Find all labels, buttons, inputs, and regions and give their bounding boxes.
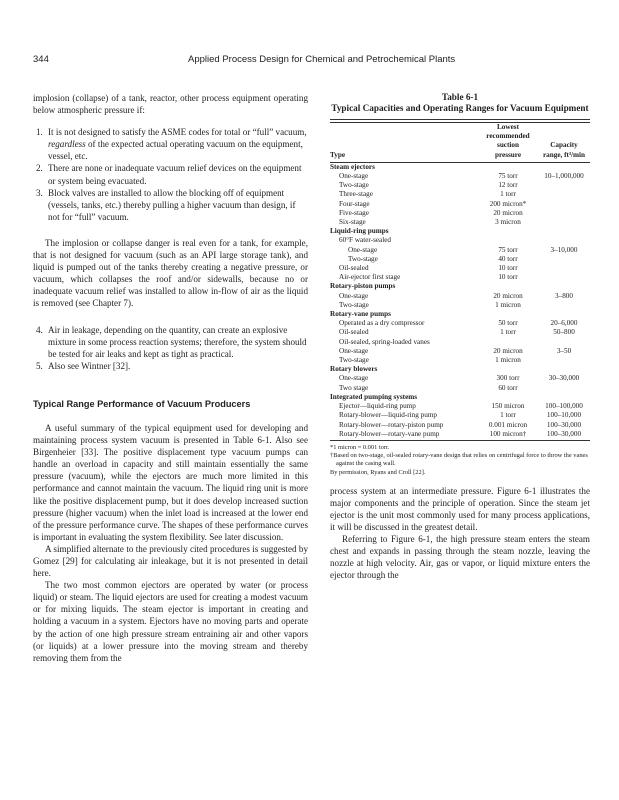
- cell-pressure: [478, 236, 538, 245]
- header-capacity-line-2: range, ft³/min: [542, 150, 586, 159]
- cell-capacity: [538, 301, 590, 310]
- cell-capacity: [538, 282, 590, 291]
- table-row: [330, 301, 590, 310]
- table-row: [330, 172, 590, 181]
- cell-pressure: [478, 227, 538, 236]
- cell-pressure: 10 torr: [498, 273, 518, 282]
- cell-capacity: 100–30,000: [546, 420, 582, 429]
- table-row: [330, 227, 590, 236]
- list-item-text-pre: It is not designed to satisfy the ASME codes for total or “full” vacuum,: [48, 127, 307, 138]
- cell-capacity: 100–10,000: [546, 411, 582, 420]
- cell-type: Two-stage: [339, 356, 369, 365]
- list-number: 5.: [36, 360, 43, 371]
- list-item-4: [36, 324, 308, 360]
- vacuum-equipment-table: [330, 123, 590, 439]
- table-row: [330, 356, 590, 365]
- cell-capacity: 50–800: [553, 328, 575, 337]
- cell-type: Three-stage: [339, 190, 373, 199]
- list-item-text-post: of the expected actual operating vacuum on the equipment, vessel, etc.: [48, 139, 303, 162]
- cell-capacity: [538, 236, 590, 245]
- table-row: [330, 181, 590, 190]
- table-body: [330, 163, 590, 439]
- cell-capacity: [538, 227, 590, 236]
- cell-capacity: 100–100,000: [545, 402, 583, 411]
- cell-type: Rotary-vane pumps: [330, 310, 391, 319]
- list-item-2: [36, 162, 308, 186]
- header-pressure-line-1: Lowest: [497, 123, 519, 131]
- table-row: [330, 209, 590, 218]
- implosion-paragraph: The implosion or collapse danger is real even for a tank, for example, that is not designed for vacuum (such as an API large storage tank), and liquid is pumped out of the tanks thereby creating a negative pressure, or vacuum, which collapses the roof and/or sidewalls, because no or inadequate vacuum relief was installed to allow in-flow of air as the liquid is removed (see Chapter 7).: [33, 237, 308, 309]
- referring-paragraph: Referring to Figure 6-1, the high pressure steam enters the steam chest and expands in passing through the steam nozzle, leaving the nozzle at high velocity. Air, gas or vapor, or liquid mixture enters the ejector through the: [330, 534, 590, 581]
- cell-capacity: [538, 273, 590, 282]
- cell-capacity: [538, 384, 590, 393]
- cell-pressure: [478, 163, 538, 172]
- table-row: [330, 402, 590, 411]
- table-row: [330, 421, 590, 430]
- cell-type: Two-stage: [339, 300, 369, 309]
- header-capacity-line-1: Capacity: [550, 141, 578, 150]
- cell-capacity: 3–50: [556, 346, 572, 355]
- table-row: [330, 282, 590, 291]
- list-item-text-emphasis: regardless: [48, 139, 86, 150]
- cell-type: Six-stage: [339, 218, 366, 227]
- cell-type: Two-stage: [339, 181, 369, 190]
- cell-pressure: 40 torr: [498, 254, 518, 263]
- table-row: [330, 319, 590, 328]
- cell-type: Rotary-blower—liquid-ring pump: [339, 411, 438, 420]
- table-row: [330, 365, 590, 374]
- table-row: [330, 246, 590, 255]
- table-bottom-rule: [330, 440, 590, 441]
- cell-pressure: 1 micron: [495, 300, 521, 309]
- cell-pressure: 0.001 micron: [488, 420, 528, 429]
- header-pressure-line-2: recommended: [486, 132, 530, 141]
- cell-type: Oil-sealed: [339, 328, 369, 337]
- cell-pressure: [478, 365, 538, 374]
- footnote-3: By permission, Ryans and Croll [22].: [330, 468, 426, 476]
- table-label: Table 6-1: [441, 92, 479, 102]
- table-row: [330, 338, 590, 347]
- cell-pressure: [478, 393, 538, 402]
- cell-pressure: 50 torr: [498, 319, 518, 328]
- cell-capacity: [538, 255, 590, 264]
- cell-capacity: [538, 264, 590, 273]
- list-number: 2.: [36, 163, 43, 174]
- table-row: [330, 190, 590, 199]
- header-pressure-line-4: pressure: [494, 150, 522, 159]
- table-row: [330, 347, 590, 356]
- list-item-5: [36, 360, 308, 372]
- header-pressure-line-3: suction: [497, 141, 519, 150]
- cell-capacity: [538, 393, 590, 402]
- table-row: [330, 310, 590, 319]
- list-item-1: [36, 126, 308, 162]
- header-capacity: [538, 123, 590, 160]
- cell-capacity: [538, 200, 590, 209]
- list-item-text: There are none or inadequate vacuum relief devices on the equipment or system being evacuated.: [48, 163, 302, 186]
- section-heading: Typical Range Performance of Vacuum Producers: [33, 398, 251, 409]
- ejectors-paragraph: The two most common ejectors are operated by water (or process liquid) or steam. The liquid ejectors are used for creating a modest vacuum or for mixing liquids. The steam ejector is important in creating and holding a vacuum in a system. Ejectors have no moving parts and operate by the action of one high pressure stream entraining air and other vapors (or liquids) at a lower pressure into the moving stream and thereby removing them from the: [33, 580, 308, 663]
- cell-capacity: [538, 356, 590, 365]
- cell-type: One-stage: [348, 245, 378, 254]
- cell-pressure: 20 micron: [493, 291, 523, 300]
- page-header: [33, 54, 593, 68]
- cell-pressure: 75 torr: [498, 172, 518, 181]
- cell-capacity: [538, 181, 590, 190]
- numbered-list-1: [33, 126, 308, 223]
- intro-paragraph: implosion (collapse) of a tank, reactor, other process equipment operating below atmospheric pressure if:: [33, 93, 308, 116]
- cell-type: Four-stage: [339, 199, 370, 208]
- table-header-row: [330, 123, 590, 160]
- list-number: 4.: [36, 324, 43, 335]
- table-row: [330, 384, 590, 393]
- cell-capacity: 100–30,000: [546, 429, 582, 438]
- running-title: Applied Process Design for Chemical and Petrochemical Plants: [188, 54, 456, 65]
- cell-type: 60°F water-sealed: [339, 236, 392, 245]
- header-type: Type: [330, 150, 346, 159]
- cell-type: Rotary-piston pumps: [330, 282, 396, 291]
- table-row: [330, 292, 590, 301]
- cell-type: One-stage: [339, 291, 369, 300]
- cell-pressure: 100 micron†: [489, 429, 527, 438]
- table-row: [330, 264, 590, 273]
- cell-capacity: [538, 338, 590, 347]
- cell-type: Rotary blowers: [330, 365, 378, 374]
- cell-capacity: [538, 310, 590, 319]
- list-item-text: Block valves are installed to allow the blocking off of equipment (vessels, tanks, etc.) thereby pulling a higher vacuum than design, if not for “full” vacuum.: [48, 187, 296, 222]
- cell-type: Oil-sealed: [339, 264, 369, 273]
- table-top-rule: [330, 119, 590, 120]
- cell-pressure: 10 torr: [498, 264, 518, 273]
- cell-type: One-stage: [339, 346, 369, 355]
- cell-pressure: 150 micron: [491, 402, 525, 411]
- cell-pressure: 20 micron: [493, 346, 523, 355]
- cell-pressure: [478, 310, 538, 319]
- cell-pressure: 75 torr: [498, 245, 518, 254]
- cell-pressure: 3 micron: [495, 218, 521, 227]
- cell-pressure: 1 micron: [495, 356, 521, 365]
- continued-paragraph: process system at an intermediate pressure. Figure 6-1 illustrates the major components and the principle of operation. Since the steam jet ejector is the unit most commonly used for many process applications, it will be discussed in the greatest detail.: [330, 485, 590, 532]
- cell-type: Operated as a dry compressor: [339, 319, 425, 328]
- cell-type: Steam ejectors: [330, 162, 375, 171]
- cell-capacity: [538, 365, 590, 374]
- cell-capacity: 10–1,000,000: [544, 172, 584, 181]
- cell-type: Two-stage: [348, 254, 378, 263]
- cell-capacity: 3–10,000: [550, 245, 578, 254]
- cell-pressure: 1 torr: [500, 190, 516, 199]
- cell-type: One-stage: [339, 374, 369, 383]
- cell-pressure: 1 torr: [500, 328, 516, 337]
- numbered-list-2: [33, 324, 308, 372]
- summary-paragraph: A useful summary of the typical equipment used for developing and maintaining process system vacuum is presented in Table 6-1. Also see Birgenheier [33]. The positive displacement type vacuum pumps can handle an overload in capacity and still maintain essentially the same pressure (vacuum), while the ejectors are much more limited in this performance and cannot maintain the vacuum. The liquid ring unit is more like the positive displacement pump, but it does develop increased suction pressure (higher vacuum) when the inlet load is increased at the lower end of the pressure performance curve. The shapes of these performance curves is important in evaluating the system flexibility. See later discussion.: [33, 422, 308, 542]
- table-title: Typical Capacities and Operating Ranges for Vacuum Equipment: [331, 103, 589, 113]
- table-row: [330, 393, 590, 402]
- cell-type: Ejector—liquid-ring pump: [339, 402, 416, 411]
- cell-type: Liquid-ring pumps: [330, 227, 389, 236]
- cell-type: Oil-sealed, spring-loaded vanes: [339, 337, 430, 346]
- table-row: [330, 200, 590, 209]
- list-number: 3.: [36, 187, 43, 198]
- cell-pressure: 1 torr: [500, 411, 516, 420]
- cell-capacity: 20–6,000: [550, 319, 578, 328]
- list-item-3: [36, 187, 308, 223]
- cell-pressure: 200 micron*: [489, 199, 527, 208]
- cell-capacity: 3–800: [555, 291, 573, 300]
- table-row: [330, 255, 590, 264]
- cell-type: Five-stage: [339, 208, 369, 217]
- cell-type: Two stage: [339, 383, 369, 392]
- table-row: [330, 163, 590, 172]
- cell-type: One-stage: [339, 172, 369, 181]
- footnote-2: †Based on two-stage, oil-sealed rotary-vane design that relies on centrifugal force to throw the vanes against the casing wall.: [330, 452, 588, 468]
- table-row: [330, 218, 590, 227]
- table-row: [330, 374, 590, 383]
- header-pressure: [478, 123, 538, 160]
- right-column: [330, 92, 590, 581]
- cell-pressure: 60 torr: [498, 383, 518, 392]
- cell-capacity: 30–30,000: [548, 374, 580, 383]
- list-number: 1.: [36, 127, 43, 138]
- cell-type: Air-ejector first stage: [339, 273, 401, 282]
- table-row: [330, 430, 590, 439]
- table-row: [330, 236, 590, 245]
- cell-pressure: 300 torr: [496, 374, 520, 383]
- cell-type: Integrated pumping systems: [330, 392, 418, 401]
- cell-capacity: [538, 163, 590, 172]
- table-row: [330, 411, 590, 420]
- cell-pressure: [478, 282, 538, 291]
- table-row: [330, 273, 590, 282]
- list-item-text: Air in leakage, depending on the quantity, can create an explosive mixture in some process reaction systems; therefore, the system should be tested for air leaks and kept as tight as practical.: [48, 324, 307, 359]
- simplified-paragraph: A simplified alternate to the previously cited procedures is suggested by Gomez [29] for calculating air inleakage, but it is not presented in detail here.: [33, 543, 308, 579]
- table-row: [330, 328, 590, 337]
- cell-pressure: 20 micron: [493, 208, 523, 217]
- cell-pressure: [478, 338, 538, 347]
- page-number: 344: [33, 54, 49, 65]
- table-footnotes: [330, 444, 590, 477]
- cell-capacity: [538, 218, 590, 227]
- cell-type: Rotary-blower—rotary-piston pump: [339, 420, 444, 429]
- left-column: [33, 92, 308, 664]
- cell-type: Rotary-blower—rotary-vane pump: [339, 429, 440, 438]
- cell-capacity: [538, 209, 590, 218]
- cell-pressure: 12 torr: [498, 181, 518, 190]
- footnote-1: *1 micron = 0.001 torr.: [330, 443, 390, 451]
- list-item-text: Also see Wintner [32].: [48, 360, 131, 371]
- cell-capacity: [538, 190, 590, 199]
